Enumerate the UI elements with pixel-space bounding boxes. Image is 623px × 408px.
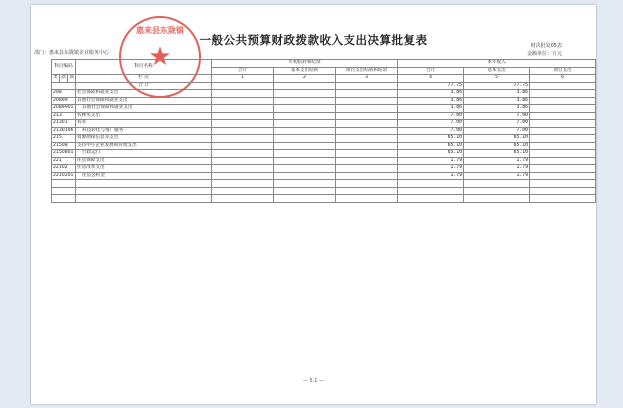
col-number: 5 [464, 75, 530, 83]
row-current-total: 7.00 [398, 127, 464, 135]
table-row [52, 150, 596, 158]
table-row [52, 142, 596, 150]
row-current-total: 1.79 [398, 172, 464, 180]
row-code: 22102 [52, 165, 76, 173]
row-current-basic: 7.00 [464, 120, 530, 128]
table-row [52, 127, 596, 135]
header-kuan: 款 [61, 75, 66, 81]
sum-total: 77.75 [398, 82, 464, 90]
row-name: 农林水支出 [76, 112, 212, 120]
row-name: 农业 [76, 120, 212, 128]
row-current-total: 1.79 [398, 165, 464, 173]
table-row-empty [52, 195, 596, 203]
seal-star-icon: ★ [148, 42, 172, 72]
col-number: 4 [398, 75, 464, 83]
col-number: 6 [530, 75, 596, 83]
row-code: 2210201 [52, 172, 76, 180]
row-name: 科技转化与推广服务 [76, 127, 212, 135]
row-current-total: 65.10 [398, 150, 464, 158]
header-project-carry: 项目支出结转和结余 [336, 67, 398, 75]
sum-label: 合 计 [76, 82, 212, 90]
table-header [52, 60, 596, 90]
row-code: 215 [52, 135, 76, 143]
table-row [52, 105, 596, 113]
row-current-basic: 65.10 [464, 150, 530, 158]
form-number: 财决批复05表 [530, 43, 562, 49]
header-current-group: 本年收入 [398, 60, 596, 68]
header-carry-group: 年初结转和结余 [212, 60, 398, 68]
row-name: 社会保障和就业支出 [76, 90, 212, 98]
document-page [31, 5, 596, 404]
col-number: 1 [212, 75, 274, 83]
row-name: 其他社会保障和就业支出 [76, 97, 212, 105]
header-current-total: 合计 [398, 67, 464, 75]
header-xiang: 项 [69, 75, 74, 81]
row-name: 住房保障支出 [76, 157, 212, 165]
row-current-total: 7.00 [398, 112, 464, 120]
row-name: 行政运行 [76, 150, 212, 158]
seal-text: 惠来县东陇镇 [136, 26, 184, 35]
row-name: 支持中小企业发展和管理支出 [76, 142, 212, 150]
row-current-basic: 1.79 [464, 157, 530, 165]
table-row [52, 165, 596, 173]
row-current-total: 1.79 [398, 157, 464, 165]
row-current-basic: 7.00 [464, 112, 530, 120]
row-current-total: 3.86 [398, 90, 464, 98]
header-current-basic: 基本支出 [464, 67, 530, 75]
row-name: 住房公积金 [76, 172, 212, 180]
header-basic-carry: 基本支出结转 [274, 67, 336, 75]
row-current-basic: 7.00 [464, 127, 530, 135]
budget-table [51, 59, 596, 203]
header-lei: 类 [53, 75, 58, 81]
table-row [52, 172, 596, 180]
table-row-empty [52, 180, 596, 188]
row-code: 2130106 [52, 127, 76, 135]
table-row [52, 120, 596, 128]
row-current-total: 3.86 [398, 105, 464, 113]
row-current-total: 65.10 [398, 135, 464, 143]
row-current-basic: 3.86 [464, 97, 530, 105]
row-code: 2150801 [52, 150, 76, 158]
row-code: 21508 [52, 142, 76, 150]
row-code: 208 [52, 90, 76, 98]
row-name: 其他社会保障和就业支出 [76, 105, 212, 113]
row-current-total: 7.00 [398, 120, 464, 128]
header-code: 科目编码 [52, 60, 76, 75]
row-current-basic: 3.86 [464, 90, 530, 98]
row-current-total: 3.86 [398, 97, 464, 105]
page-number: — 5.1 — [302, 378, 325, 384]
row-code: 20899 [52, 97, 76, 105]
row-code: 21301 [52, 120, 76, 128]
header-total: 合计 [212, 67, 274, 75]
row-current-basic: 3.86 [464, 105, 530, 113]
row-code: 221 [52, 157, 76, 165]
row-code: 213 [52, 112, 76, 120]
row-current-basic: 1.79 [464, 172, 530, 180]
table-body [52, 90, 596, 203]
col-number: 2 [274, 75, 336, 83]
row-name: 资源勘探信息等支出 [76, 135, 212, 143]
table-row [52, 135, 596, 143]
sum-basic: 77.75 [464, 82, 530, 90]
amount-unit: 金额单位：万元 [526, 51, 562, 57]
table-row [52, 112, 596, 120]
header-column-label: 栏 次 [76, 75, 212, 83]
header-current-project: 项目支出 [530, 67, 596, 75]
table-row [52, 157, 596, 165]
page-title: 一般公共预算财政拨款收入支出决算批复表 [199, 33, 428, 47]
row-current-basic: 65.10 [464, 142, 530, 150]
col-number: 3 [336, 75, 398, 83]
table-row-empty [52, 187, 596, 195]
row-current-basic: 1.79 [464, 165, 530, 173]
row-name: 住房改革支出 [76, 165, 212, 173]
row-current-basic: 65.10 [464, 135, 530, 143]
header-name: 科目名称 [76, 60, 212, 75]
table-row [52, 90, 596, 98]
row-current-total: 65.10 [398, 142, 464, 150]
department-label: 部门：惠来县东陇镇企业服务中心 [34, 50, 110, 56]
table-row [52, 97, 596, 105]
row-code: 2089901 [52, 105, 76, 113]
